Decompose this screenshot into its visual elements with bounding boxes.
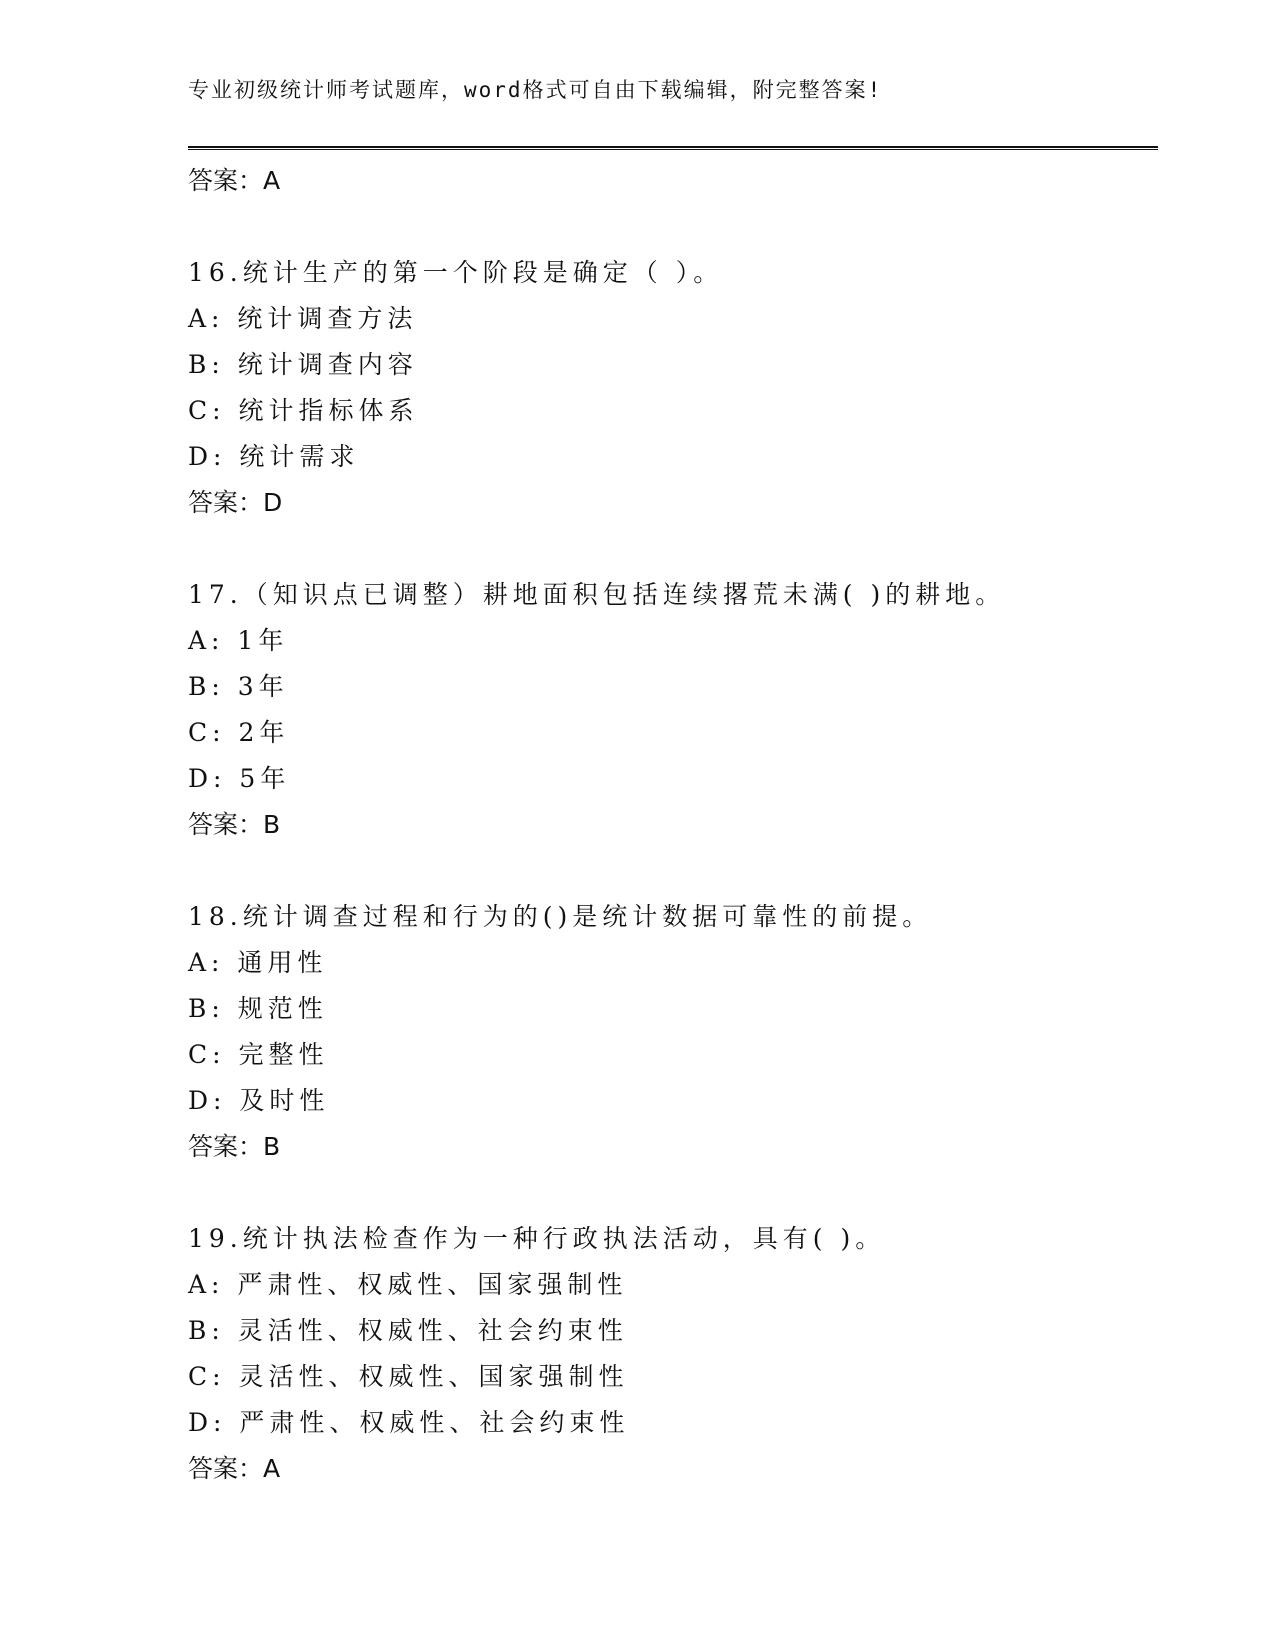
option-a: A: 通用性 (188, 948, 328, 977)
question-18 (188, 894, 1158, 1170)
header-divider (188, 146, 1158, 150)
option-a: A: 统计调查方法 (188, 304, 418, 333)
question-stem: 17.（知识点已调整）耕地面积包括连续撂荒未满( )的耕地。 (188, 580, 1006, 609)
option-d: D: 及时性 (188, 1086, 330, 1115)
answer-line: 答案：A (188, 1454, 281, 1483)
question-stem: 19.统计执法检查作为一种行政执法活动，具有( )。 (188, 1224, 886, 1253)
document-body (188, 158, 1158, 1492)
option-d: D: 严肃性、权威性、社会约束性 (188, 1408, 630, 1437)
answer-line: 答案：B (188, 1132, 281, 1161)
page-header: 专业初级统计师考试题库，word格式可自由下载编辑，附完整答案! (188, 78, 883, 102)
option-b: B: 规范性 (188, 994, 328, 1023)
option-b: B: 统计调查内容 (188, 350, 418, 379)
option-d: D: 5年 (188, 764, 291, 793)
option-c: C: 2年 (188, 718, 290, 747)
option-c: C: 统计指标体系 (188, 396, 419, 425)
option-c: C: 灵活性、权威性、国家强制性 (188, 1362, 629, 1391)
question-stem: 18.统计调查过程和行为的()是统计数据可靠性的前提。 (188, 902, 933, 931)
option-b: B: 灵活性、权威性、社会约束性 (188, 1316, 628, 1345)
question-16 (188, 250, 1158, 526)
question-17 (188, 572, 1158, 848)
question-19 (188, 1216, 1158, 1492)
option-a: A: 严肃性、权威性、国家强制性 (188, 1270, 628, 1299)
answer-line: 答案：A (188, 166, 281, 195)
answer-line: 答案：D (188, 488, 283, 517)
option-b: B: 3年 (188, 672, 289, 701)
option-a: A: 1年 (188, 626, 289, 655)
option-d: D: 统计需求 (188, 442, 360, 471)
answer-line: 答案：B (188, 810, 281, 839)
question-stem: 16.统计生产的第一个阶段是确定（ ）。 (188, 258, 724, 287)
option-c: C: 完整性 (188, 1040, 329, 1069)
